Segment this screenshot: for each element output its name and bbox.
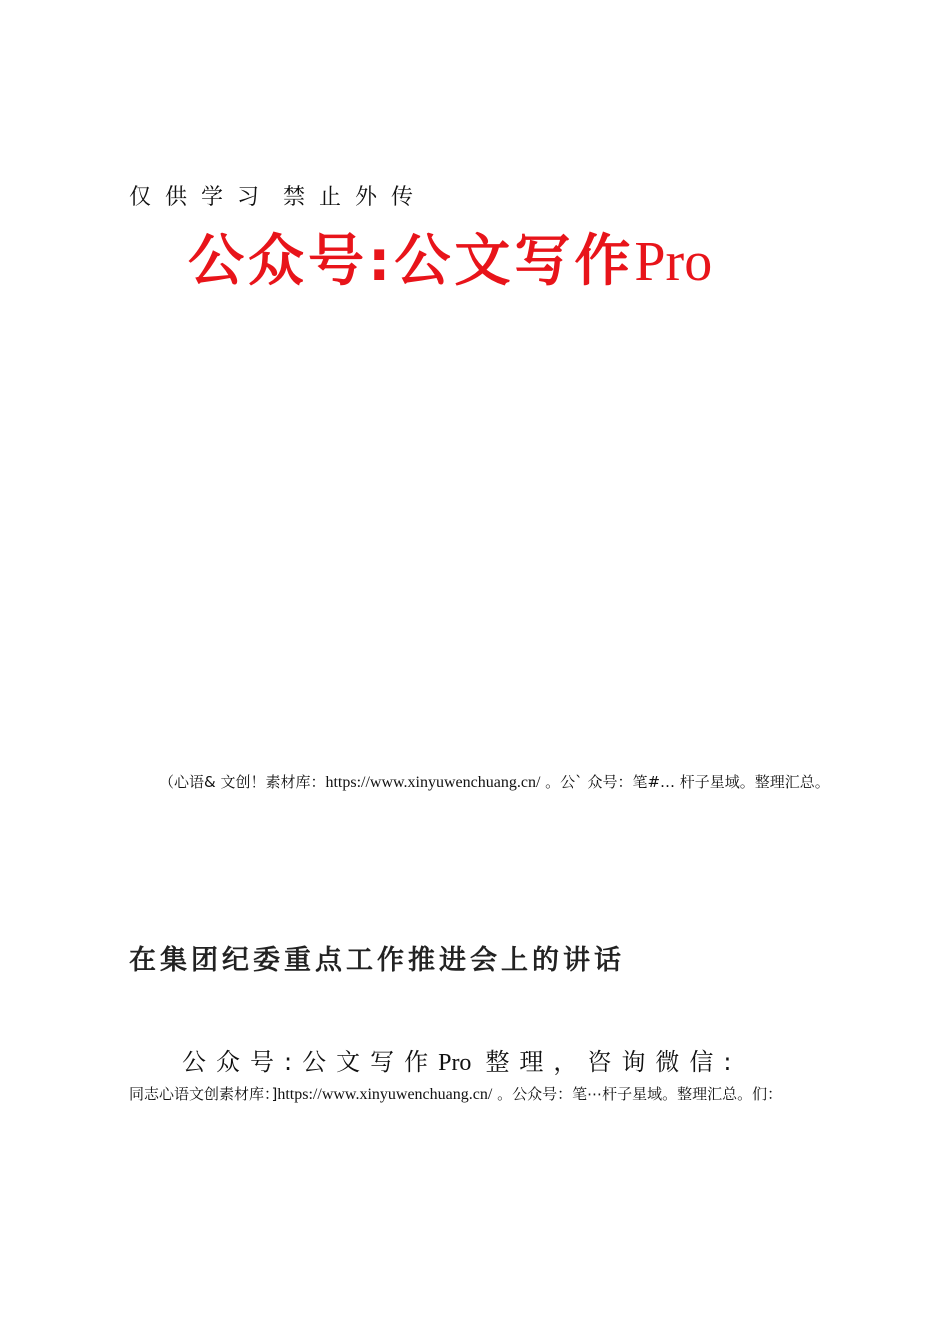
promo-line-prefix: 公众号:公文写作 xyxy=(182,1048,439,1076)
wechat-account-title-latin: Pro xyxy=(634,231,713,293)
promo-line-suffix: 整理，咨询微信: xyxy=(485,1048,742,1076)
notice-study-only: 仅供学习 xyxy=(129,185,274,210)
body-paragraph-prefix: 同志心语文创素材库：] xyxy=(129,1085,278,1103)
body-paragraph-url: https://www.xinyuwenchuang.cn/ xyxy=(277,1086,493,1103)
wechat-account-title-cjk: 公众号:公文写作 xyxy=(188,229,635,294)
source-paragraph xyxy=(129,770,849,795)
promo-line xyxy=(182,1042,742,1077)
notice-line xyxy=(129,180,427,211)
source-paragraph-url: https://www.xinyuwenchuang.cn/ xyxy=(325,774,541,791)
body-paragraph-suffix: 。公众号：笔⋯杆子星域。整理汇总。们： xyxy=(492,1085,783,1103)
body-paragraph xyxy=(129,1082,849,1107)
wechat-account-title xyxy=(188,226,712,298)
notice-no-distribution: 禁止外传 xyxy=(283,185,428,210)
source-paragraph-prefix: （心语& 文创！素材库： xyxy=(159,773,326,791)
source-paragraph-suffix: 。公` 众号：笔#… 杆子星域。整理汇总。 xyxy=(540,773,830,791)
document-heading: 在集团纪委重点工作推进会上的讲话 xyxy=(129,945,625,976)
promo-line-latin: Pro xyxy=(438,1050,472,1076)
